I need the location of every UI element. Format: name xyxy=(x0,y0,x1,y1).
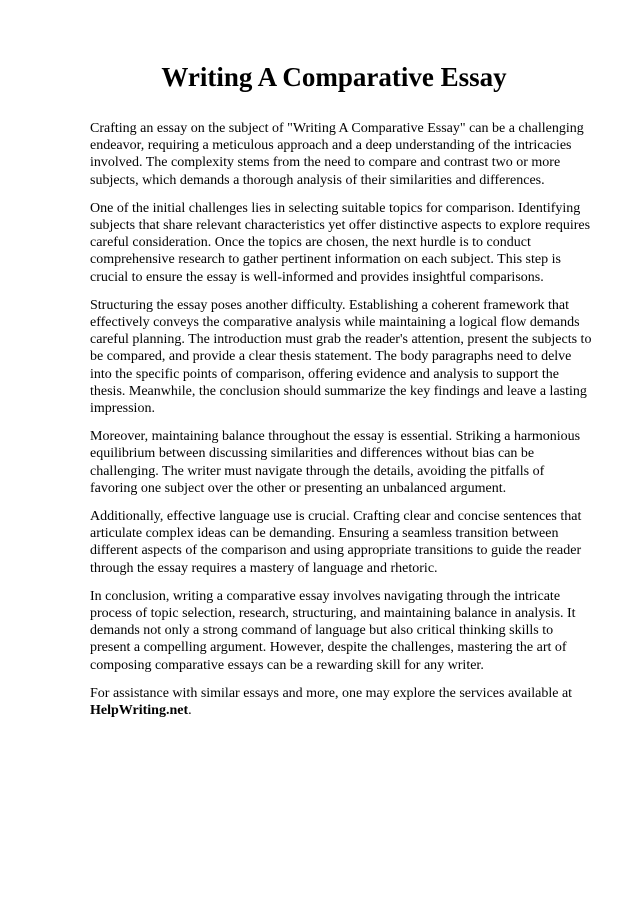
paragraph-structure: Structuring the essay poses another difficulty. Establishing a coherent framework that effectively conveys the comparative analysis while maintaining a logical flow demands careful planning. The introduction must grab the reader's attention, present the subjects to be compared, and provide a clear thesis statement. The body paragraphs need to delve into the specific points of comparison, offering evidence and analysis to support the thesis. Meanwhile, the conclusion should summarize the key findings and leave a lasting impression. xyxy=(90,297,592,417)
closing-suffix: . xyxy=(188,703,192,719)
paragraph-intro: Crafting an essay on the subject of "Writing A Comparative Essay" can be a challenging endeavor, requiring a meticulous approach and a deep understanding of the intricacies involved. The complexity stems from the need to compare and contrast two or more subjects, which demands a thorough analysis of their similarities and differences. xyxy=(90,121,584,188)
paragraph-closing xyxy=(90,685,594,719)
closing-text: For assistance with similar essays and more, one may explore the services available at xyxy=(90,685,573,701)
paragraph-conclusion: In conclusion, writing a comparative essay involves navigating through the intricate process of topic selection, research, structuring, and maintaining balance in analysis. It demands not only a strong command of language but also critical thinking skills to present a compelling argument. However, despite the challenges, mastering the art of composing comparative essays can be a rewarding skill for any writer. xyxy=(90,588,576,673)
document-title: Writing A Comparative Essay xyxy=(161,62,507,92)
helpwriting-link[interactable]: HelpWriting.net xyxy=(90,703,189,719)
paragraph-topic-selection: One of the initial challenges lies in selecting suitable topics for comparison. Identifying subjects that share relevant characteristics yet offer distinctive aspects to explore requires careful consideration. Once the topics are chosen, the next hurdle is to conduct comprehensive research to gather pertinent information on each subject. This step is crucial to ensure the essay is well-informed and provides insightful comparisons. xyxy=(90,200,591,285)
paragraph-language: Additionally, effective language use is crucial. Crafting clear and concise sentences that articulate complex ideas can be demanding. Ensuring a seamless transition between different aspects of the comparison and using appropriate transitions to guide the reader through the essay requires a mastery of language and rhetoric. xyxy=(90,509,582,576)
paragraph-balance: Moreover, maintaining balance throughout the essay is essential. Striking a harmonious equilibrium between discussing similarities and differences without bias can be challenging. The writer must navigate through the details, avoiding the pitfalls of favoring one subject over the other or presenting an unbalanced argument. xyxy=(90,429,581,496)
